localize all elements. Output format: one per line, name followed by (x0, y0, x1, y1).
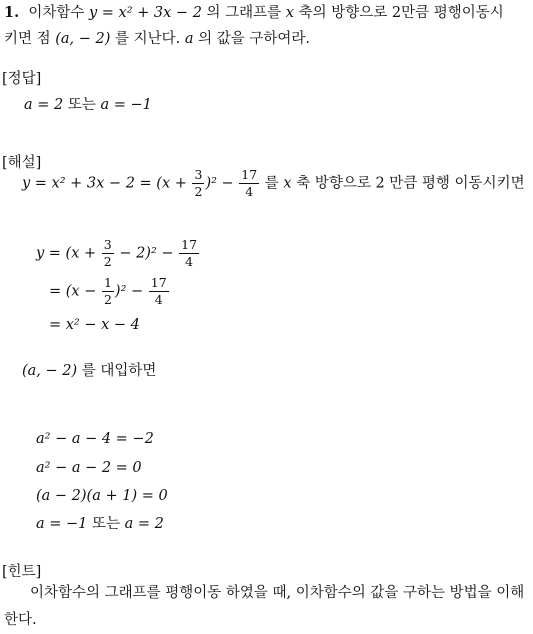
solution-eq-1: a² − a − 4 = −2 (36, 431, 154, 447)
problem-axis-var: x (285, 5, 294, 21)
problem-line-2 (4, 32, 310, 47)
answer-line (24, 98, 152, 113)
problem-point: (a, − 2) (55, 31, 111, 47)
fraction-3-over-2: $\frac{3}{2}$ (103, 237, 112, 269)
fraction-1-over-2: $\frac{1}{2}$ (103, 275, 112, 307)
solution-text: 를 (264, 175, 279, 192)
problem-text: 의 그래프를 (206, 5, 282, 21)
problem-text: 축의 방향으로 2만큼 평행이동시 (298, 5, 504, 21)
fraction-17-over-4: $\frac{17}{4}$ (181, 237, 198, 269)
solution-lead-eq: y = x² + 3x − 2 = (x + (22, 175, 187, 192)
solution-substitute (22, 364, 156, 379)
fraction-17-over-4: $\frac{17}{4}$ (150, 275, 167, 307)
step1-pre: y = (x + (36, 245, 97, 262)
step2-pre: = (x − (49, 283, 97, 300)
problem-number: 1. (4, 4, 20, 21)
problem-var-a: a (184, 31, 194, 47)
answer-heading: [정답] (2, 71, 42, 87)
solution-lead-line (22, 168, 525, 199)
step2-post: )² − (114, 283, 144, 300)
solution-eq-4 (36, 517, 164, 532)
solution-x: x (283, 175, 292, 192)
problem-text: 키면 점 (4, 31, 51, 47)
eq4-b: a = 2 (124, 516, 164, 532)
solution-eq-2: a² − a − 2 = 0 (36, 460, 142, 476)
problem-text: 를 지난다. (115, 31, 181, 47)
step1-post: − 2)² − (119, 245, 174, 262)
answer-value-b: a = −1 (100, 97, 152, 113)
fraction-17-over-4: $\frac{17}{4}$ (241, 167, 258, 199)
problem-equation: y = x² + 3x − 2 (89, 5, 202, 21)
hint-heading: [힌트] (2, 564, 42, 580)
problem-text: 의 값을 구하여라. (198, 31, 311, 47)
problem-line-1 (4, 6, 504, 21)
problem-text: 이차함수 (28, 5, 85, 21)
substitute-text: 를 대입하면 (81, 363, 157, 379)
solution-step-2 (49, 276, 170, 307)
solution-heading: [해설] (2, 155, 42, 171)
solution-step-1 (36, 238, 200, 269)
substitute-point: (a, − 2) (22, 363, 78, 379)
answer-connector: 또는 (67, 97, 96, 113)
eq4-a: a = −1 (36, 516, 88, 532)
fraction-3-over-2: $\frac{3}{2}$ (194, 167, 203, 199)
solution-sq-minus: )² − (205, 175, 234, 192)
hint-body: 이차함수의 그래프를 평행이동 하였을 때, 이차함수의 값을 구하는 방법을 이해한다. (4, 585, 525, 628)
solution-eq-3: (a − 2)(a + 1) = 0 (36, 488, 168, 504)
solution-step-3: = x² − x − 4 (49, 317, 140, 333)
answer-value-a: a = 2 (24, 97, 64, 113)
solution-text: 축 방향으로 2 만큼 평행 이동시키면 (296, 175, 525, 192)
eq4-connector: 또는 (92, 516, 121, 532)
